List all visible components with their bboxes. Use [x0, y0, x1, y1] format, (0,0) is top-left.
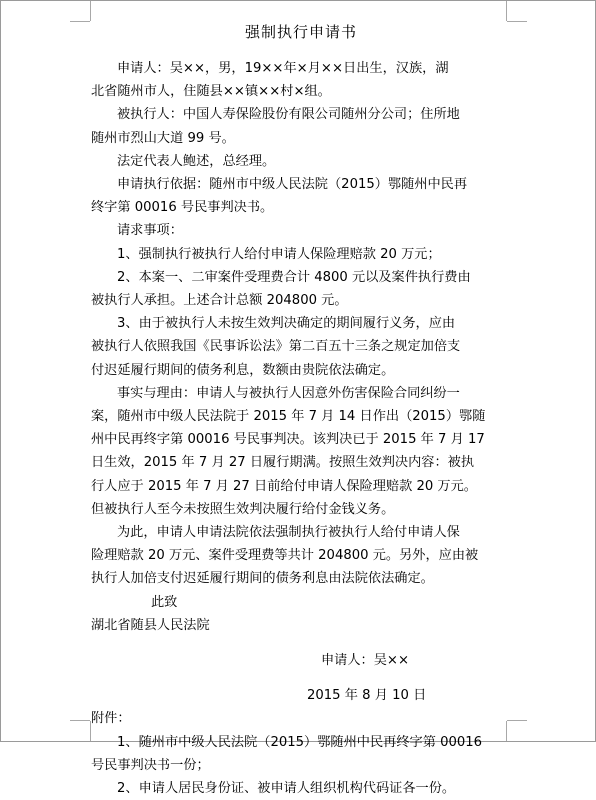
body-line: 但被执行人至今未按照生效判决履行给付金钱义务。	[91, 501, 395, 517]
attachment-line: 1、随州市中级人民法院（2015）鄂随州中民再终字第 00016	[117, 734, 483, 750]
body-paragraph	[91, 521, 511, 591]
body-paragraph	[91, 382, 511, 521]
body-line: 日生效，2015 年 7 月 27 日履行期满。按照生效判决内容：被执	[91, 455, 475, 471]
body-line: 法定代表人鲍述，总经理。	[117, 153, 276, 169]
body-line: 州中民再终字第 00016 号民事判决。该判决已于 2015 年 7 月 17	[91, 432, 485, 448]
body-paragraph	[91, 173, 511, 219]
attachments	[91, 731, 511, 800]
signature: 申请人：吴××	[321, 653, 410, 669]
paragraphs	[91, 57, 511, 591]
body-line: 请求事项：	[117, 223, 183, 239]
document-title: 强制执行申请书	[244, 23, 357, 41]
body-line: 执行人加倍支付迟延履行期间的债务利息由法院依法确定。	[91, 571, 434, 587]
body-paragraph	[91, 219, 511, 242]
body-line: 为此，申请人申请法院依法强制执行被执行人给付申请人保	[117, 525, 460, 541]
body-line: 申请人：吴××，男，19××年×月××日出生，汉族，湖	[117, 61, 449, 76]
salutation: 此致	[151, 594, 178, 610]
body-line: 被执行人依照我国《民事诉讼法》第二百五十三条之规定加倍支	[91, 339, 461, 355]
body-paragraph	[91, 243, 511, 266]
body-line: 行人应于 2015 年 7 月 27 日前给付申请人保险理赔款 20 万元。	[91, 478, 477, 494]
body-paragraph	[91, 266, 511, 312]
body-line: 随州市烈山大道 99 号。	[91, 130, 235, 146]
body-line: 3、由于被执行人未按生效判决确定的期间履行义务，应由	[117, 316, 456, 332]
body-line: 2、本案一、二审案件受理费合计 4800 元以及案件执行费由	[117, 269, 471, 285]
document-body	[91, 23, 511, 800]
body-paragraph	[91, 57, 511, 103]
body-paragraph	[91, 312, 511, 382]
body-line: 被执行人承担。上述合计总额 204800 元。	[91, 293, 348, 309]
body-line: 付迟延履行期间的债务利息，数额由贵院依法确定。	[91, 362, 395, 378]
attachment-paragraph	[91, 731, 511, 777]
body-line: 北省随州市人，住随县××镇××村×组。	[91, 84, 331, 100]
body-line: 申请执行依据：随州市中级人民法院（2015）鄂随州中民再	[117, 177, 468, 193]
body-line: 事实与理由：申请人与被执行人因意外伤害保险合同纠纷一	[117, 385, 460, 401]
body-paragraph	[91, 150, 511, 173]
attachment-line: 号民事判决书一份；	[91, 757, 210, 773]
crop-mark-top-left-v	[90, 1, 91, 21]
crop-mark-top-left-h	[70, 21, 90, 22]
attachments-label: 附件：	[91, 711, 131, 727]
body-line: 险理赔款 20 万元、案件受理费等共计 204800 元。另外，应由被	[91, 548, 479, 564]
body-line: 被执行人：中国人寿保险股份有限公司随州分公司；住所地	[117, 107, 460, 123]
crop-mark-top-right-v	[506, 1, 507, 21]
body-paragraph	[91, 103, 511, 149]
court-name: 湖北省随县人民法院	[91, 617, 210, 633]
body-line: 1、强制执行被执行人给付申请人保险理赔款 20 万元；	[117, 246, 441, 262]
crop-mark-top-right-h	[507, 21, 527, 22]
attachment-line: 2、申请人居民身份证、被申请人组织机构代码证各一份。	[117, 781, 456, 797]
body-line: 终字第 00016 号民事判决书。	[91, 200, 274, 216]
attachment-paragraph	[91, 777, 511, 800]
body-line: 案，随州市中级人民法院于 2015 年 7 月 14 日作出（2015）鄂随	[91, 409, 486, 425]
crop-mark-bottom-left-h	[70, 720, 90, 721]
date: 2015 年 8 月 10 日	[307, 688, 427, 704]
